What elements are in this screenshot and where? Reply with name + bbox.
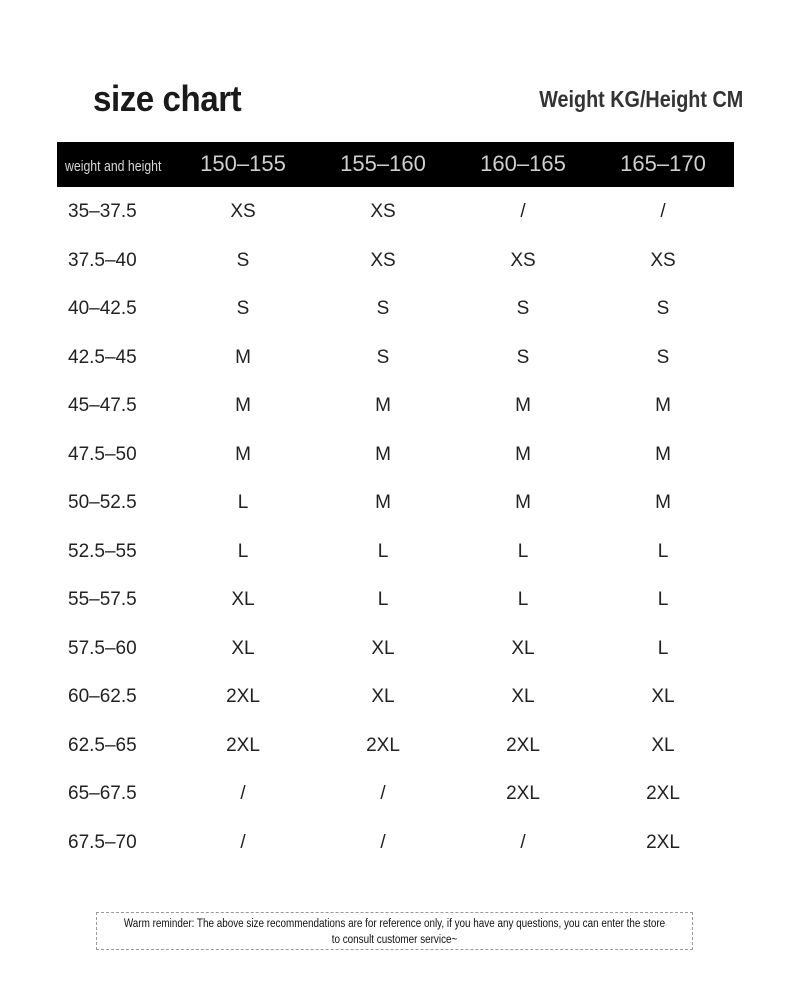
table-row: [57, 672, 734, 720]
weight-range-cell: 42.5–45: [68, 346, 137, 368]
table-row: [57, 478, 734, 526]
size-cell: S: [656, 346, 670, 368]
table-row: [57, 575, 734, 623]
size-cell: L: [657, 637, 669, 659]
size-cell: M: [515, 443, 531, 465]
size-cell: S: [656, 298, 670, 319]
table-row: [57, 187, 734, 235]
weight-range-cell: 47.5–50: [68, 443, 137, 465]
size-cell: XL: [511, 637, 535, 659]
size-cell: XS: [370, 249, 396, 271]
weight-range-cell: 45–47.5: [68, 395, 137, 416]
size-cell: M: [655, 492, 671, 513]
table-row: [57, 430, 734, 478]
height-header-4: 165–170: [620, 151, 706, 176]
size-cell: M: [655, 443, 671, 465]
size-cell: XL: [231, 589, 255, 610]
weight-range-cell: 40–42.5: [68, 298, 137, 319]
size-cell: M: [515, 492, 531, 513]
table-row: [57, 527, 734, 575]
units-label: Weight KG/Height CM: [538, 86, 743, 112]
size-cell: XS: [650, 249, 676, 271]
size-cell: XS: [230, 201, 256, 222]
corner-label: weight and height: [65, 158, 162, 175]
size-cell: S: [236, 249, 250, 271]
size-cell: L: [517, 540, 529, 562]
height-header-1: 150–155: [200, 151, 286, 176]
size-cell: XL: [651, 686, 675, 707]
size-cell: XL: [371, 637, 395, 659]
weight-range-cell: 62.5–65: [68, 734, 137, 756]
size-cell: S: [376, 298, 390, 319]
size-cell: XL: [651, 734, 675, 756]
size-cell: L: [377, 540, 389, 562]
size-cell: M: [375, 492, 391, 513]
size-cell: S: [376, 346, 390, 368]
size-cell: 2XL: [226, 686, 260, 707]
size-cell: M: [375, 443, 391, 465]
table-row: [57, 818, 734, 866]
size-cell: XS: [370, 201, 396, 222]
size-cell: L: [377, 589, 389, 610]
height-header-3: 160–165: [480, 151, 566, 176]
size-cell: /: [520, 201, 526, 222]
size-cell: L: [657, 540, 669, 562]
size-cell: XL: [231, 637, 255, 659]
size-cell: 2XL: [366, 734, 400, 756]
weight-range-cell: 52.5–55: [68, 540, 137, 562]
table-row: [57, 236, 734, 284]
size-cell: M: [235, 443, 251, 465]
size-cell: M: [235, 395, 251, 416]
size-cell: XL: [371, 686, 395, 707]
size-cell: 2XL: [226, 734, 260, 756]
size-cell: M: [655, 395, 671, 416]
size-cell: /: [380, 831, 386, 853]
size-cell: L: [657, 589, 669, 610]
size-cell: M: [515, 395, 531, 416]
size-cell: /: [240, 831, 246, 853]
size-cell: /: [380, 783, 386, 804]
table-row: [57, 284, 734, 332]
size-cell: /: [240, 783, 246, 804]
size-cell: XS: [510, 249, 536, 271]
size-cell: M: [375, 395, 391, 416]
size-cell: /: [660, 201, 666, 222]
weight-range-cell: 35–37.5: [68, 201, 137, 222]
size-cell: S: [516, 298, 530, 319]
size-cell: /: [520, 831, 526, 853]
size-cell: XL: [511, 686, 535, 707]
table-row: [57, 381, 734, 429]
table-row: [57, 769, 734, 817]
warm-reminder: [96, 912, 693, 950]
weight-range-cell: 60–62.5: [68, 686, 137, 707]
size-cell: 2XL: [646, 783, 680, 804]
weight-range-cell: 67.5–70: [68, 831, 137, 853]
page-title: size chart: [93, 78, 242, 119]
weight-range-cell: 50–52.5: [68, 492, 137, 513]
weight-range-cell: 65–67.5: [68, 783, 137, 804]
table-row: [57, 333, 734, 381]
size-cell: L: [237, 492, 249, 513]
size-cell: M: [235, 346, 251, 368]
size-cell: 2XL: [506, 734, 540, 756]
size-cell: S: [516, 346, 530, 368]
size-cell: L: [517, 589, 529, 610]
height-header-2: 155–160: [340, 151, 426, 176]
weight-range-cell: 37.5–40: [68, 249, 137, 271]
warm-reminder-text: Warm reminder: The above size recommendations are for reference only, if you have any questions, you can enter the store to consult customer service~: [123, 918, 666, 946]
table-header: [57, 142, 734, 187]
size-cell: 2XL: [646, 831, 680, 853]
size-cell: 2XL: [506, 783, 540, 804]
table-row: [57, 624, 734, 672]
weight-range-cell: 57.5–60: [68, 637, 137, 659]
size-cell: L: [237, 540, 249, 562]
table-row: [57, 721, 734, 769]
weight-range-cell: 55–57.5: [68, 589, 137, 610]
size-cell: S: [236, 298, 250, 319]
